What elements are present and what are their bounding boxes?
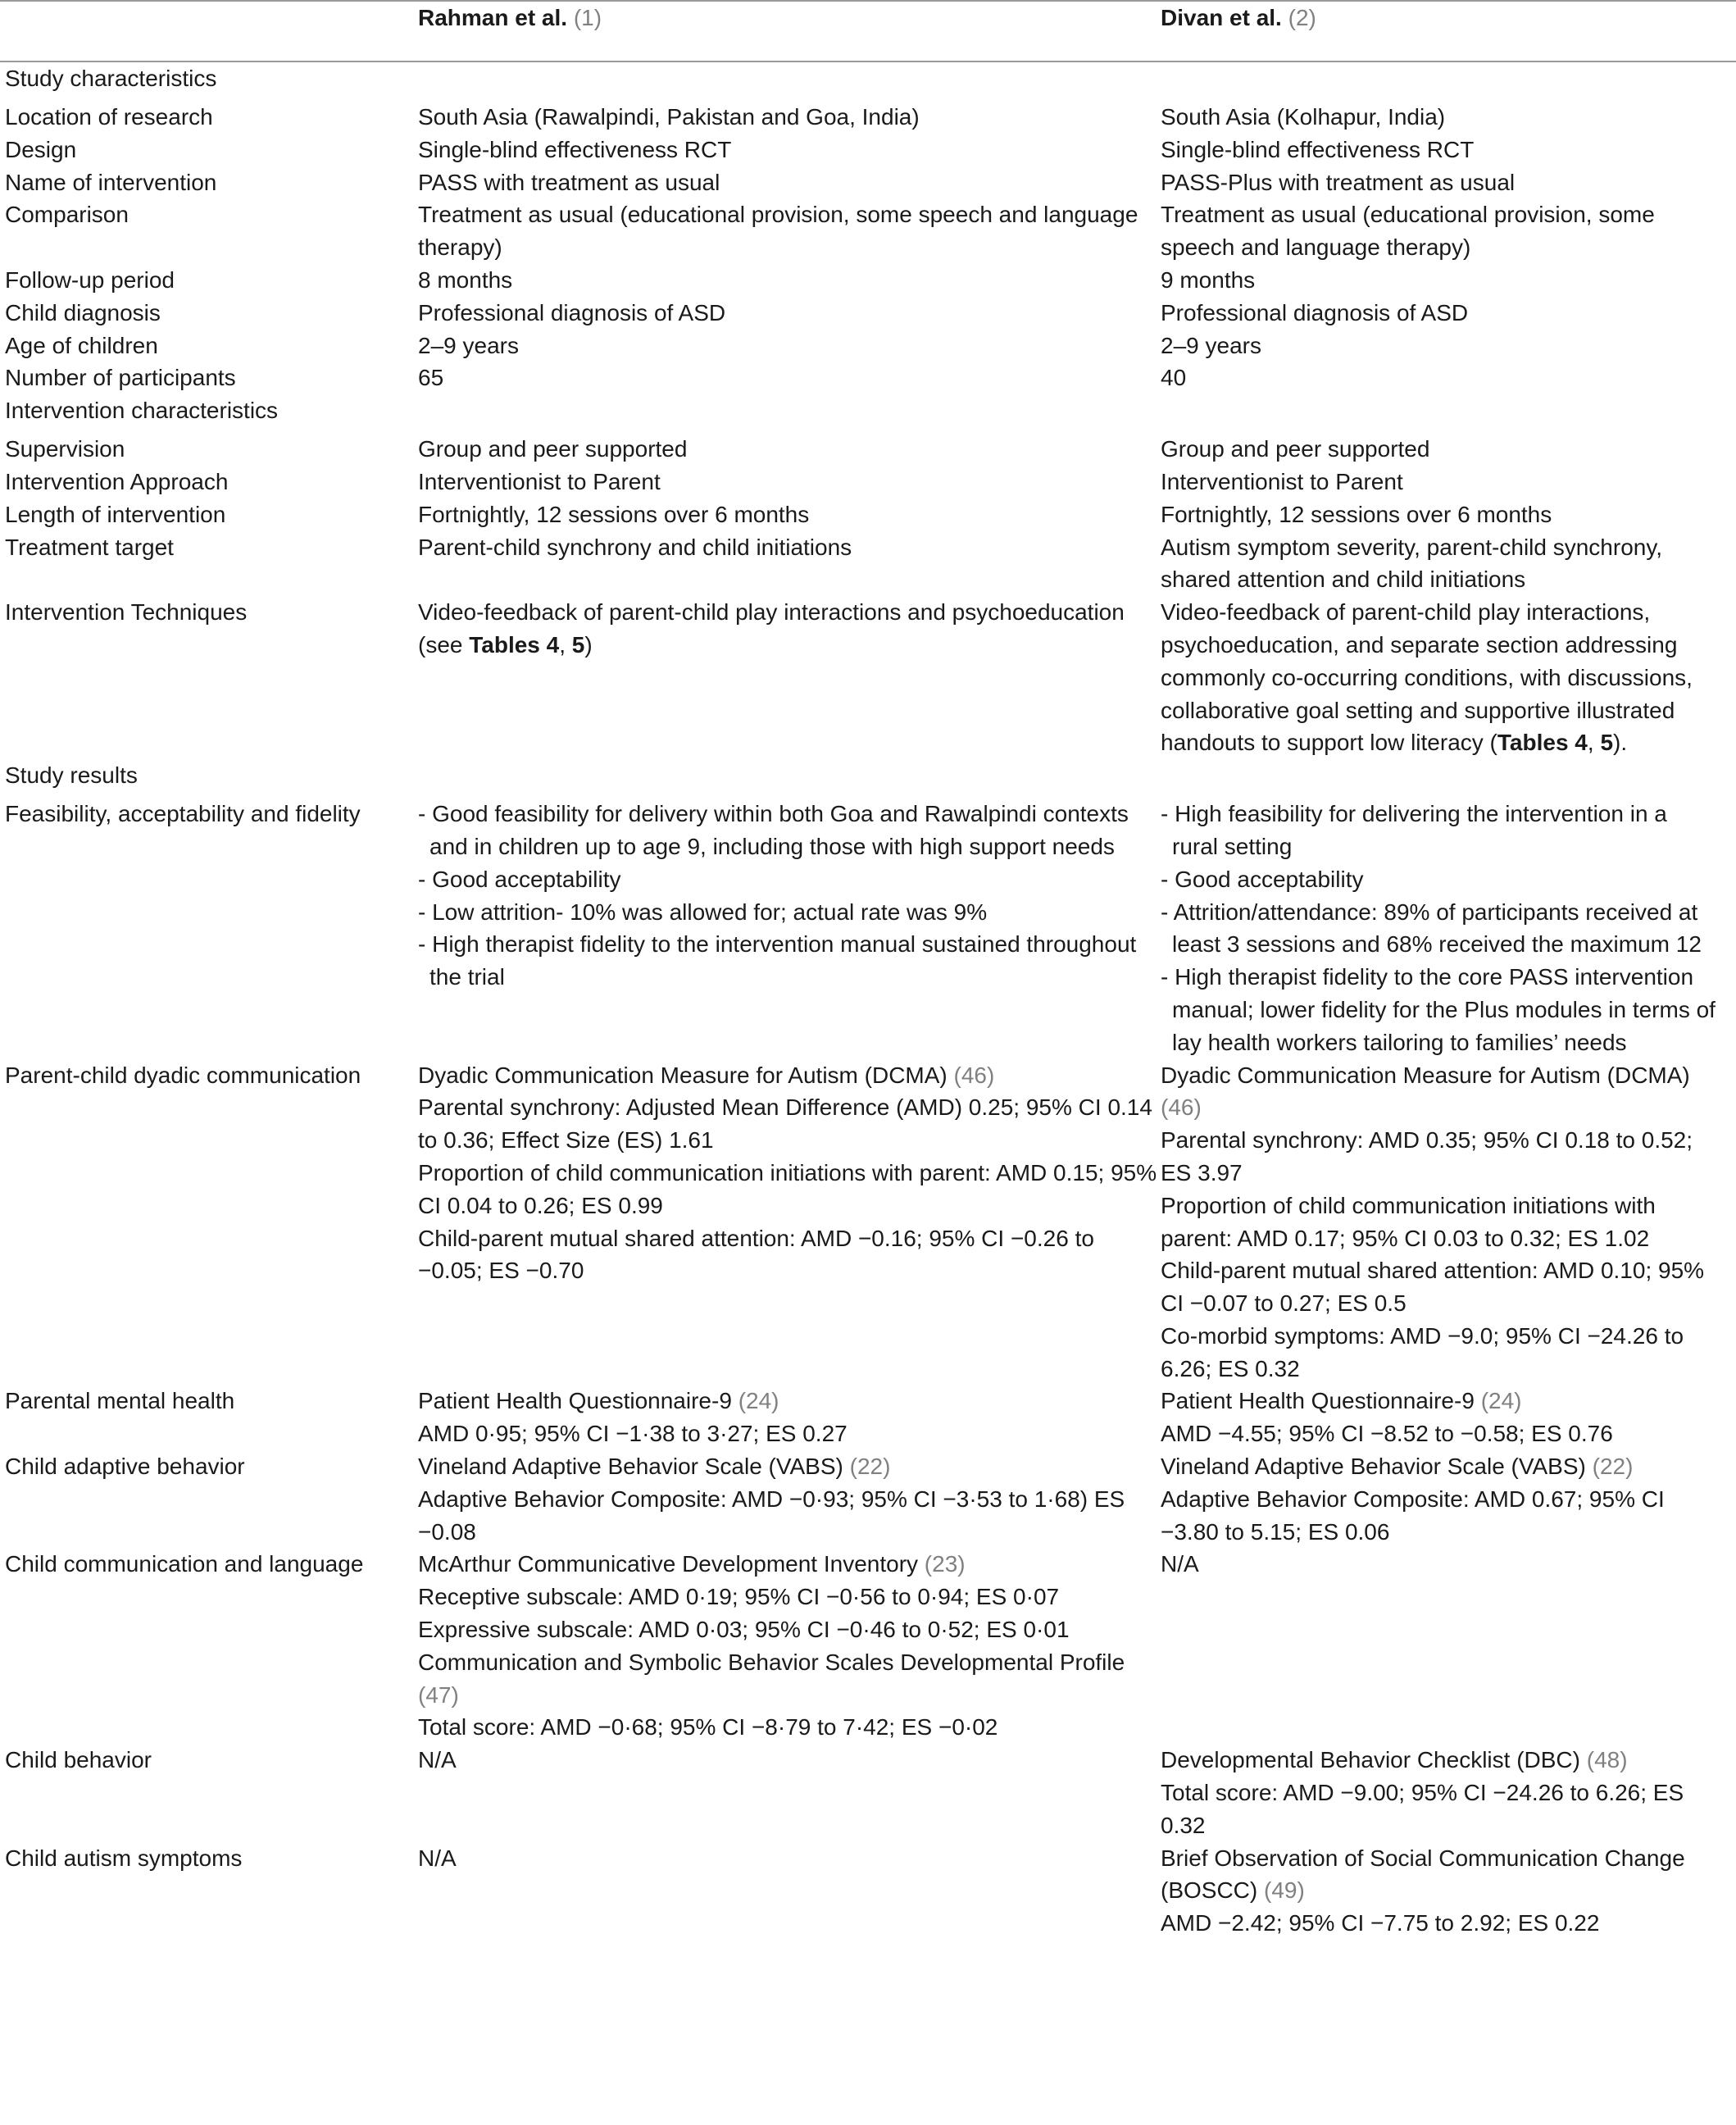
- cell-line: [1161, 1254, 1716, 1320]
- divan-cell: [1159, 596, 1736, 759]
- cell-line: [1161, 1450, 1716, 1483]
- table-row: [0, 498, 1736, 531]
- row-label: Treatment target: [5, 534, 174, 560]
- dash-marker: -: [418, 866, 433, 892]
- list-item-text: Low attrition- 10% was allowed for; actual rate was 9%: [432, 899, 988, 925]
- cell-line: [1161, 1320, 1716, 1386]
- header-col3-author: Divan et al.: [1161, 5, 1282, 30]
- cell-text: Video-feedback of parent-child play interactions, psychoeducation, and separate section addressing commonly co-occurring conditions, with discussions, collaborative goal setting and supportive illustrated handouts to support low literacy (: [1161, 599, 1693, 756]
- rahman-cell: [416, 798, 1159, 1058]
- list-item: [1161, 896, 1716, 962]
- cell-line: [418, 1646, 1159, 1712]
- list-item: [1161, 863, 1716, 896]
- rahman-cell: Professional diagnosis of ASD: [418, 299, 726, 325]
- dash-marker: -: [1161, 801, 1175, 827]
- cell-line: [418, 1222, 1159, 1288]
- cell-line: [1161, 1124, 1716, 1190]
- citation-ref: (46): [1161, 1094, 1202, 1121]
- row-label: Design: [5, 136, 77, 162]
- table-row: [0, 1450, 1736, 1548]
- list-item-text: Good acceptability: [432, 866, 621, 892]
- cell-line: [418, 1842, 1159, 1875]
- cell-line: [418, 1059, 1159, 1092]
- table-body: [0, 61, 1736, 1940]
- table-row: [0, 362, 1736, 394]
- cell-text: AMD −2.42; 95% CI −7.75 to 2.92; ES 0.22: [1161, 1910, 1600, 1936]
- row-label: Child adaptive behavior: [5, 1454, 245, 1480]
- divan-cell: [1159, 1450, 1736, 1548]
- table-row: [0, 1059, 1736, 1386]
- row-label: Parent-child dyadic communication: [5, 1062, 361, 1088]
- citation-ref: (47): [418, 1681, 459, 1708]
- cell-line: [1161, 1385, 1716, 1417]
- citation-ref: (24): [1480, 1388, 1522, 1414]
- cell-line: [1161, 1744, 1716, 1777]
- table-row: [0, 166, 1736, 199]
- cell-line: [418, 1613, 1159, 1646]
- cell-line: [1161, 1842, 1716, 1908]
- rahman-cell: Treatment as usual (educational provision, some speech and language therapy): [418, 202, 1138, 261]
- divan-cell: [1159, 1842, 1736, 1940]
- cell-text: Receptive subscale: AMD 0·19; 95% CI −0·56 to 0·94; ES 0·07: [418, 1584, 1060, 1610]
- cell-text: ): [584, 631, 593, 658]
- cell-text: Developmental Behavior Checklist (DBC): [1161, 1747, 1587, 1773]
- cell-line: [1161, 1483, 1716, 1549]
- dash-marker: -: [1161, 866, 1175, 892]
- table-row: [0, 1548, 1736, 1744]
- table-ref-bold: 5: [1600, 730, 1614, 756]
- citation-ref: (48): [1586, 1747, 1628, 1773]
- cell-line: [418, 1417, 1159, 1450]
- citation-ref: (22): [849, 1454, 891, 1480]
- cell-text: AMD −4.55; 95% CI −8.52 to −0.58; ES 0.76: [1161, 1421, 1613, 1447]
- divan-cell: Interventionist to Parent: [1161, 468, 1403, 494]
- rahman-cell: [416, 1548, 1159, 1744]
- row-label: Child diagnosis: [5, 299, 161, 325]
- rahman-cell: [416, 1744, 1159, 1841]
- table-ref-bold: Tables 4: [1497, 730, 1588, 756]
- row-label: Feasibility, acceptability and fidelity: [5, 801, 361, 827]
- cell-text: Proportion of child communication initiations with parent: AMD 0.17; 95% CI 0.03 to 0.32; ES 1.02: [1161, 1192, 1656, 1251]
- row-label: Intervention Approach: [5, 468, 229, 494]
- list-item: [1161, 798, 1716, 863]
- table-row: [0, 466, 1736, 498]
- row-label: Comparison: [5, 202, 129, 228]
- cell-text: McArthur Communicative Development Inventory: [418, 1551, 925, 1577]
- section-header-row: [0, 759, 1736, 798]
- section-title: Study characteristics: [5, 66, 217, 91]
- cell-text: Video-feedback of parent-child play interactions and psychoeducation (see: [418, 599, 1125, 658]
- cell-line: [418, 1157, 1159, 1222]
- header-col2-author: Rahman et al.: [418, 5, 568, 30]
- section-title: Intervention characteristics: [5, 398, 279, 424]
- row-label: Length of intervention: [5, 501, 226, 527]
- list-item: [418, 863, 1159, 896]
- cell-text: Dyadic Communication Measure for Autism (DCMA): [418, 1062, 954, 1088]
- header-col1: [0, 1, 416, 61]
- list-item-text: High feasibility for delivering the intervention in a rural setting: [1172, 801, 1667, 859]
- divan-cell: [1159, 1385, 1736, 1450]
- cell-text: AMD 0·95; 95% CI −1·38 to 3·27; ES 0.27: [418, 1421, 848, 1447]
- cell-line: [418, 1548, 1159, 1581]
- cell-text: Expressive subscale: AMD 0·03; 95% CI −0·46 to 0·52; ES 0·01: [418, 1617, 1070, 1643]
- divan-cell: South Asia (Kolhapur, India): [1161, 104, 1446, 130]
- dash-marker: -: [1161, 964, 1175, 990]
- rahman-cell: 65: [418, 365, 444, 391]
- divan-cell: 9 months: [1161, 266, 1256, 293]
- rahman-cell: Group and peer supported: [418, 436, 688, 462]
- cell-text: Parental synchrony: AMD 0.35; 95% CI 0.18 to 0.52; ES 3.97: [1161, 1127, 1693, 1185]
- cell-text: Communication and Symbolic Behavior Scales Developmental Profile: [418, 1649, 1125, 1675]
- list-item-text: High therapist fidelity to the core PASS intervention manual; lower fidelity for the Plus modules in terms of lay health workers tailoring to families’ needs: [1172, 964, 1716, 1055]
- cell-line: [1161, 1417, 1716, 1450]
- row-label: Parental mental health: [5, 1388, 235, 1414]
- section-header-row: [0, 394, 1736, 433]
- table-row: [0, 264, 1736, 297]
- table-ref-bold: 5: [571, 631, 585, 658]
- rahman-cell: Fortnightly, 12 sessions over 6 months: [418, 501, 810, 527]
- header-col2-ref: (1): [573, 5, 602, 30]
- rahman-cell: [416, 1385, 1159, 1450]
- cell-text: Parental synchrony: Adjusted Mean Difference (AMD) 0.25; 95% CI 0.14 to 0.36; Effect Size (ES) 1.61: [418, 1094, 1152, 1154]
- cell-text: ).: [1613, 730, 1628, 756]
- cell-text: Brief Observation of Social Communication Change (BOSCC): [1161, 1845, 1685, 1904]
- cell-text: Patient Health Questionnaire-9: [418, 1388, 738, 1414]
- row-label: Follow-up period: [5, 266, 175, 293]
- table-row: [0, 1744, 1736, 1841]
- rahman-cell: [416, 1059, 1159, 1386]
- divan-cell: Single-blind effectiveness RCT: [1161, 136, 1475, 162]
- table-row: [0, 330, 1736, 362]
- cell-text: N/A: [1161, 1551, 1199, 1577]
- list-item: [418, 896, 1159, 929]
- divan-cell: 40: [1161, 365, 1187, 391]
- cell-line: [418, 1091, 1159, 1157]
- rahman-cell: Interventionist to Parent: [418, 468, 661, 494]
- cell-text: ,: [559, 631, 572, 658]
- cell-line: [418, 1744, 1159, 1777]
- rahman-cell: 2–9 years: [418, 332, 519, 358]
- cell-line: [1161, 1777, 1716, 1842]
- divan-cell: [1159, 1744, 1736, 1841]
- table-row: [0, 596, 1736, 759]
- divan-cell: Autism symptom severity, parent-child synchrony, shared attention and child initiations: [1161, 534, 1663, 593]
- list-item: [418, 928, 1159, 994]
- divan-cell: Group and peer supported: [1161, 436, 1430, 462]
- table-row: [0, 433, 1736, 466]
- cell-line: [1161, 1190, 1716, 1255]
- cell-text: Dyadic Communication Measure for Autism (DCMA): [1161, 1062, 1690, 1088]
- cell-text: Vineland Adaptive Behavior Scale (VABS): [418, 1454, 850, 1480]
- cell-text: N/A: [418, 1747, 457, 1773]
- dash-marker: -: [1161, 899, 1174, 925]
- divan-cell: Treatment as usual (educational provision, some speech and language therapy): [1161, 202, 1655, 261]
- row-label: Child autism symptoms: [5, 1845, 243, 1871]
- table-row: [0, 101, 1736, 134]
- divan-cell: [1159, 1059, 1736, 1386]
- cell-line: [1161, 1059, 1716, 1125]
- header-row: [0, 1, 1736, 61]
- table-row: [0, 1385, 1736, 1450]
- rahman-cell: Parent-child synchrony and child initiations: [418, 534, 852, 560]
- table-row: [0, 134, 1736, 166]
- rahman-cell: South Asia (Rawalpindi, Pakistan and Goa, India): [418, 104, 920, 130]
- citation-ref: (24): [738, 1388, 779, 1414]
- table-row: [0, 297, 1736, 330]
- header-col2: [416, 1, 1159, 61]
- list-item: [418, 798, 1159, 863]
- list-item-text: High therapist fidelity to the intervention manual sustained throughout the trial: [429, 931, 1137, 990]
- row-label: Child communication and language: [5, 1551, 364, 1577]
- table-row: [0, 198, 1736, 264]
- rahman-cell: 8 months: [418, 266, 513, 293]
- cell-line: [418, 1450, 1159, 1483]
- rahman-cell: Single-blind effectiveness RCT: [418, 136, 732, 162]
- rahman-cell: PASS with treatment as usual: [418, 169, 720, 195]
- list-item-text: Good acceptability: [1175, 866, 1364, 892]
- list-item: [1161, 961, 1716, 1058]
- cell-line: [418, 1385, 1159, 1417]
- row-label: Number of participants: [5, 365, 236, 391]
- section-title: Study results: [5, 762, 138, 789]
- dash-marker: -: [418, 801, 433, 827]
- cell-line: [418, 1483, 1159, 1549]
- cell-text: N/A: [418, 1845, 457, 1871]
- table-row: [0, 531, 1736, 597]
- cell-line: [418, 1581, 1159, 1613]
- cell-line: [1161, 1548, 1716, 1581]
- list-item-text: Good feasibility for delivery within both Goa and Rawalpindi contexts and in children up to age 9, including those with high support needs: [429, 801, 1129, 859]
- cell-text: Proportion of child communication initiations with parent: AMD 0.15; 95% CI 0.04 to 0.26; ES 0.99: [418, 1159, 1157, 1218]
- row-label: Supervision: [5, 436, 125, 462]
- divan-cell: PASS-Plus with treatment as usual: [1161, 169, 1516, 195]
- row-label: Intervention Techniques: [5, 599, 248, 626]
- cell-text: Vineland Adaptive Behavior Scale (VABS): [1161, 1454, 1593, 1480]
- header-col3-ref: (2): [1288, 5, 1316, 30]
- dash-marker: -: [418, 899, 433, 925]
- section-header-row: [0, 61, 1736, 101]
- cell-text: ,: [1587, 730, 1601, 756]
- row-label: Age of children: [5, 332, 158, 358]
- cell-text: Adaptive Behavior Composite: AMD 0.67; 95% CI −3.80 to 5.15; ES 0.06: [1161, 1486, 1665, 1545]
- cell-text: Total score: AMD −9.00; 95% CI −24.26 to 6.26; ES 0.32: [1161, 1780, 1684, 1838]
- citation-ref: (22): [1592, 1454, 1634, 1480]
- table-row: [0, 798, 1736, 1058]
- row-label: Name of intervention: [5, 169, 217, 195]
- cell-text: Child-parent mutual shared attention: AMD 0.10; 95% CI −0.07 to 0.27; ES 0.5: [1161, 1258, 1705, 1317]
- citation-ref: (23): [924, 1551, 966, 1577]
- list-item-text: Attrition/attendance: 89% of participants received at least 3 sessions and 68% received the maximum 12: [1172, 899, 1702, 958]
- rahman-cell: [416, 596, 1159, 759]
- divan-cell: [1159, 1548, 1736, 1744]
- cell-text: Child-parent mutual shared attention: AMD −0.16; 95% CI −0.26 to −0.05; ES −0.70: [418, 1225, 1094, 1284]
- cell-line: [1161, 1907, 1716, 1940]
- cell-text: Total score: AMD −0·68; 95% CI −8·79 to 7·42; ES −0·02: [418, 1714, 998, 1740]
- divan-cell: Fortnightly, 12 sessions over 6 months: [1161, 501, 1552, 527]
- divan-cell: [1159, 798, 1736, 1058]
- table-row: [0, 1842, 1736, 1940]
- cell-text: Patient Health Questionnaire-9: [1161, 1388, 1481, 1414]
- cell-text: Co-morbid symptoms: AMD −9.0; 95% CI −24.26 to 6.26; ES 0.32: [1161, 1322, 1684, 1381]
- citation-ref: (46): [953, 1062, 995, 1088]
- row-label: Location of research: [5, 104, 213, 130]
- table-ref-bold: Tables 4: [469, 631, 560, 658]
- divan-cell: 2–9 years: [1161, 332, 1261, 358]
- row-label: Child behavior: [5, 1747, 152, 1773]
- header-col3: [1159, 1, 1736, 61]
- citation-ref: (49): [1264, 1877, 1305, 1904]
- cell-line: [418, 1711, 1159, 1744]
- divan-cell: Professional diagnosis of ASD: [1161, 299, 1469, 325]
- dash-marker: -: [418, 931, 433, 958]
- cell-text: Adaptive Behavior Composite: AMD −0·93; 95% CI −3·53 to 1·68) ES −0.08: [418, 1486, 1125, 1545]
- rahman-cell: [416, 1450, 1159, 1548]
- rahman-cell: [416, 1842, 1159, 1940]
